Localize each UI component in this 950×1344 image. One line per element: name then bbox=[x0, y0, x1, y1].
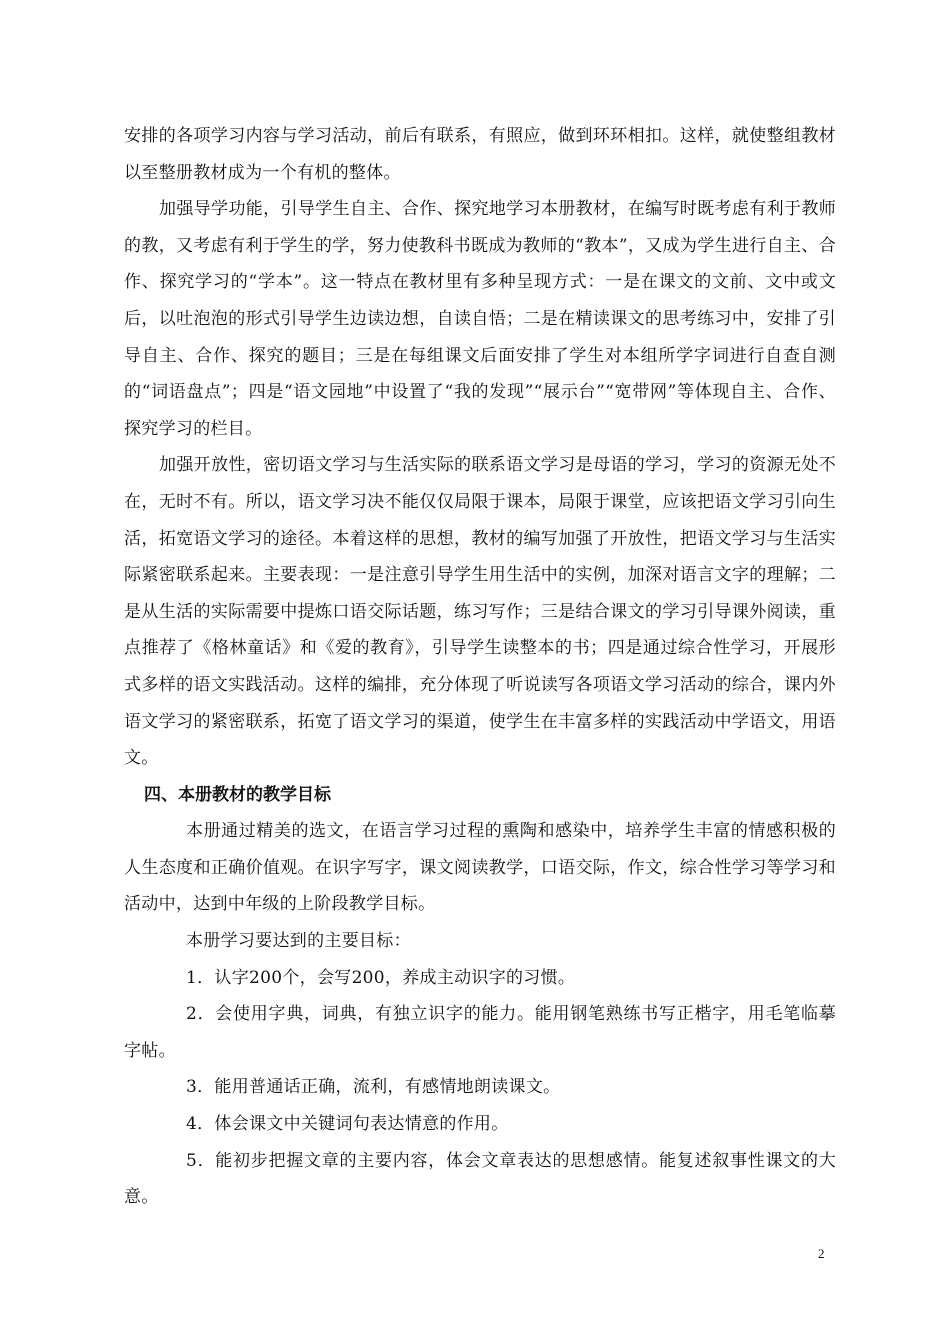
page-number: 2 bbox=[818, 1246, 825, 1261]
goal-item: 4．体会课文中关键词句表达情意的作用。 bbox=[186, 1114, 509, 1135]
section-heading: 四、本册教材的教学目标 bbox=[144, 784, 331, 805]
section-intro: 本册通过精美的选文，在语言学习过程的熏陶和感染中，培养学生丰富的情感积极的人生态度和正确价值观。在识字写字，课文阅读教学，口语交际，作文，综合性学习等学习和活动中，达到中年级的上阶段教学目标。 bbox=[124, 821, 836, 915]
paragraph-guided-learning: 加强导学功能，引导学生自主、合作、探究地学习本册教材，在编写时既考虑有利于教师的教，又考虑有利于学生的学，努力使教科书既成为教师的“教本”，又成为学生进行自主、合作、探究学习的“学本”。这一特点在教材里有多种呈现方式：一是在课文的文前、文中或文后，以吐泡泡的形式引导学生边读边想，自读自悟；二是在精读课文的思考练习中，安排了引导自主、合作、探究的题目；三是在每组课文后面安排了学生对本组所学字词进行自查自测的“词语盘点”；四是“语文园地”中设置了“我的发现”“展示台”“宽带网”等体现自主、合作、探究学习的栏目。 bbox=[124, 199, 836, 439]
goal-item: 2．会使用字典，词典，有独立识字的能力。能用钢笔熟练书写正楷字，用毛笔临摹字帖。 bbox=[124, 1004, 836, 1061]
goal-item: 3．能用普通话正确，流利，有感情地朗读课文。 bbox=[186, 1077, 561, 1098]
goals-lead: 本册学习要达到的主要目标： bbox=[186, 931, 411, 952]
goal-item: 1．认字200个，会写200，养成主动识字的习惯。 bbox=[186, 967, 576, 988]
paragraph-openness: 加强开放性，密切语文学习与生活实际的联系语文学习是母语的学习，学习的资源无处不在，无时不有。所以，语文学习决不能仅仅局限于课本，局限于课堂，应该把语文学习引向生活，拓宽语文学习的途径。本着这样的思想，教材的编写加强了开放性，把语文学习与生活实际紧密联系起来。主要表现：一是注意引导学生用生活中的实例，加深对语言文字的理解；二是从生活的实际需要中提炼口语交际话题，练习写作；三是结合课文的学习引导课外阅读，重点推荐了《格林童话》和《爱的教育》，引导学生读整本的书；四是通过综合性学习，开展形式多样的语文实践活动。这样的编排，充分体现了听说读写各项语文学习活动的综合，课内外语文学习的紧密联系，拓宽了语文学习的渠道，使学生在丰富多样的实践活动中学语文，用语文。 bbox=[124, 455, 836, 769]
document-body bbox=[124, 118, 836, 1216]
goal-item: 5．能初步把握文章的主要内容，体会文章表达的思想感情。能复述叙事性课文的大意。 bbox=[124, 1150, 836, 1208]
paragraph-continuation: 安排的各项学习内容与学习活动，前后有联系，有照应，做到环环相扣。这样，就使整组教材以至整册教材成为一个有机的整体。 bbox=[124, 126, 836, 183]
